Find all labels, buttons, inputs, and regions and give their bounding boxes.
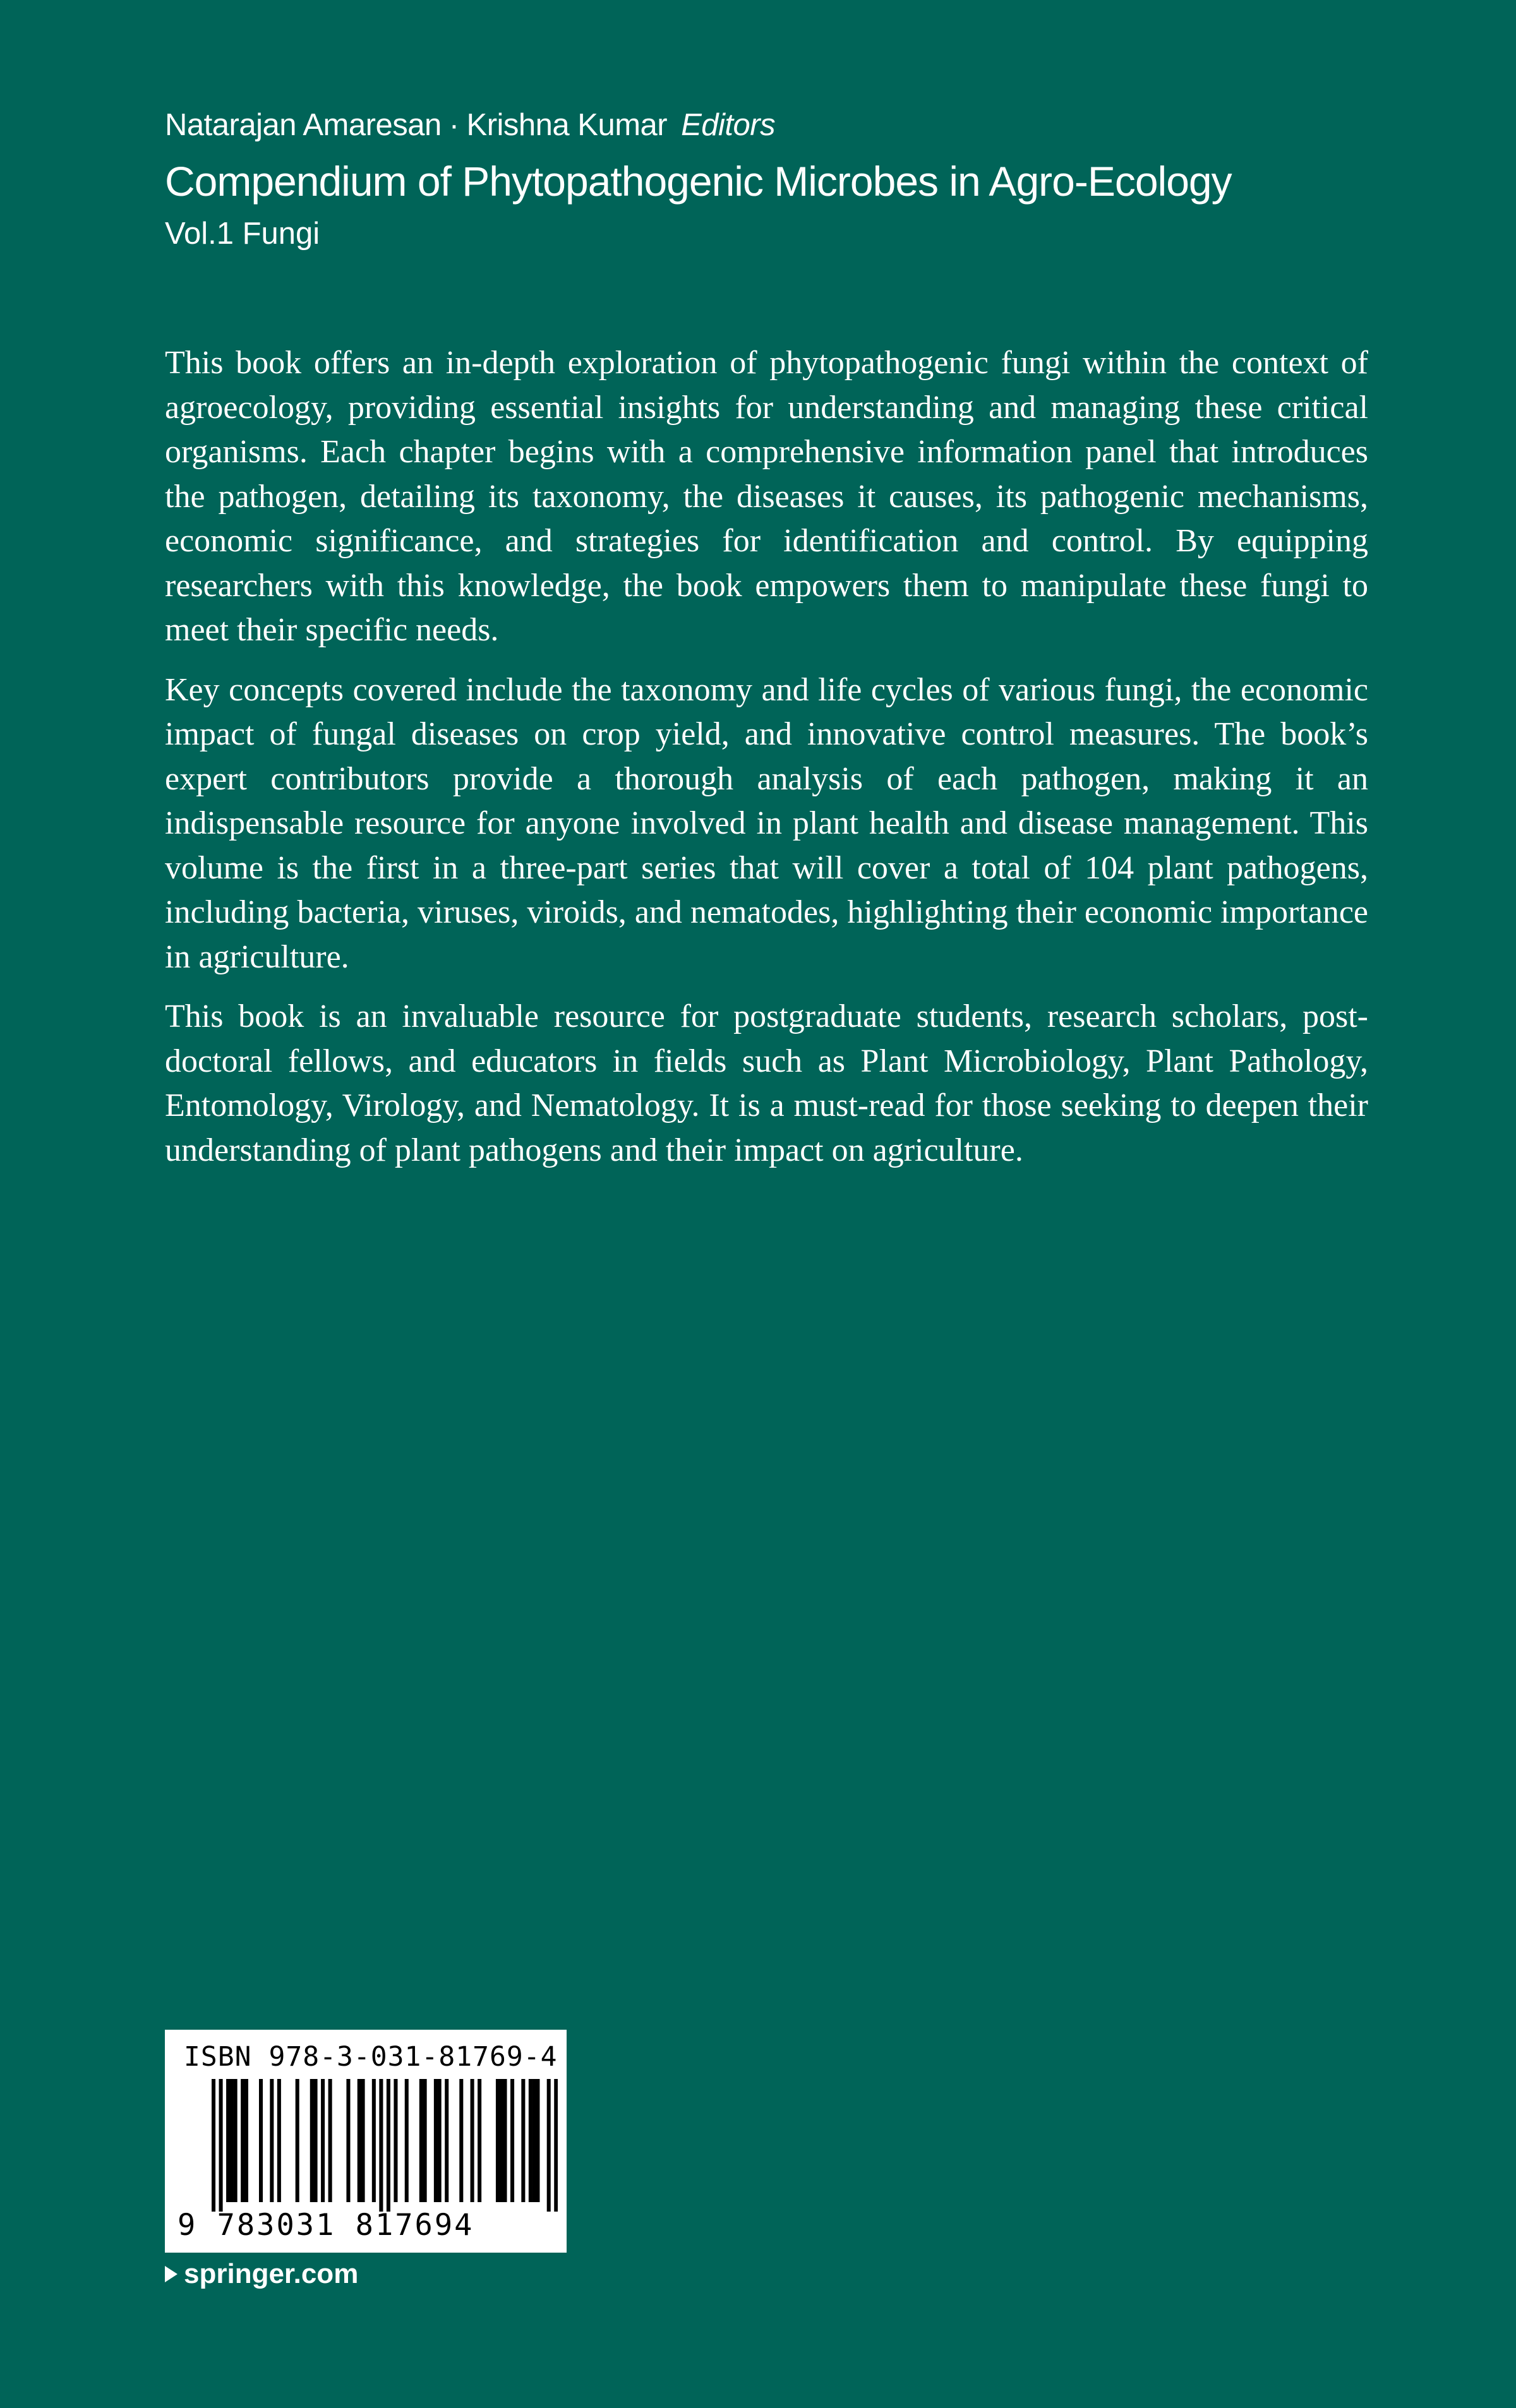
barcode-bar — [532, 2079, 536, 2202]
barcode-bar — [419, 2079, 423, 2202]
editor-role: Editors — [681, 108, 776, 142]
barcode-bar — [226, 2079, 230, 2202]
blurb-paragraph: This book is an invaluable resource for postgraduate students, research scholars, post-doctoral fellows, and educators in fields such as Plant Microbiology, Plant Pathology, Entomology, Virology, and Nematology. It is a must-read for those seeking to deepen their understanding of plant pathogens and their impact on agriculture. — [165, 998, 1368, 1168]
barcode-bar — [259, 2079, 263, 2202]
barcode-bar — [230, 2079, 234, 2202]
barcode-bar — [554, 2079, 558, 2212]
barcode-bar — [212, 2079, 215, 2212]
barcode-bar — [478, 2079, 481, 2202]
barcode-bar — [270, 2079, 274, 2202]
barcode-bar — [405, 2079, 409, 2202]
barcode-bar — [547, 2079, 551, 2212]
publisher-url: springer.com — [184, 2258, 359, 2289]
barcode-bar — [445, 2079, 448, 2202]
book-title: Compendium of Phytopathogenic Microbes in Agro-Ecology — [165, 158, 1232, 205]
barcode-bars — [212, 2079, 558, 2212]
blurb-paragraph: Key concepts covered include the taxonomy and life cycles of various fungi, the economic impact of fungal diseases on crop yield, and innovative control measures. The book’s expert contributors provide a thorough analysis of each pathogen, making it an indispensable resource for anyone involved in plant health and disease management. This volume is the first in a three-part series that will cover a total of 104 plant pathogens, including bacteria, viruses, viroids, and nematodes, highlighting their economic importance in agriculture. — [165, 671, 1368, 975]
barcode-bar — [346, 2079, 350, 2202]
barcode-bar — [496, 2079, 500, 2202]
barcode-digits: 9 783031 817694 — [177, 2208, 474, 2243]
barcode-bar — [536, 2079, 539, 2202]
barcode-bar — [510, 2079, 514, 2202]
editor-name: Krishna Kumar — [466, 108, 668, 142]
barcode-bar — [438, 2079, 442, 2202]
barcode-bar — [358, 2079, 361, 2202]
barcode-bar — [219, 2079, 223, 2212]
isbn-label: ISBN 978-3-031-81769-4 — [184, 2041, 558, 2073]
barcode-bar — [521, 2079, 525, 2202]
barcode-bar — [234, 2079, 238, 2202]
barcode-bar — [529, 2079, 532, 2202]
barcode-bar — [500, 2079, 503, 2202]
barcode-bar — [244, 2079, 248, 2202]
barcode-bar — [379, 2079, 383, 2212]
publisher-link[interactable] — [165, 2258, 358, 2290]
barcode-bar — [277, 2079, 281, 2202]
barcode-bar — [372, 2079, 376, 2202]
blurb-paragraph: This book offers an in-depth exploration of phytopathogenic fungi within the context of agroecology, providing essential insights for understanding and managing these critical organisms. Each chapter begins with a comprehensive information panel that introduces the pathogen, detailing its taxonomy, the diseases it causes, its pathogenic mechanisms, economic significance, and strategies for identification and control. By equipping researchers with this knowledge, the book empowers them to manipulate these fungi to meet their specific needs. — [165, 345, 1368, 648]
barcode-bar — [241, 2079, 244, 2202]
barcode-bar — [423, 2079, 427, 2202]
blurb — [165, 341, 1368, 1188]
editor-name: Natarajan Amaresan — [165, 108, 442, 142]
cover-header — [165, 106, 1365, 253]
barcode-bar — [471, 2079, 474, 2202]
isbn-barcode — [165, 2030, 567, 2253]
barcode-bar — [321, 2079, 325, 2202]
barcode-bar — [459, 2079, 463, 2202]
editor-separator: · — [448, 108, 459, 142]
barcode-bar — [387, 2079, 390, 2212]
barcode-bar — [394, 2079, 397, 2202]
barcode-bar — [296, 2079, 299, 2202]
barcode-bar — [314, 2079, 318, 2202]
editors-line — [165, 106, 1365, 144]
barcode-bar — [328, 2079, 332, 2202]
barcode-bar — [434, 2079, 438, 2202]
arrow-right-icon — [165, 2266, 177, 2282]
barcode-bar — [310, 2079, 314, 2202]
barcode-bar — [361, 2079, 365, 2202]
book-subtitle: Vol.1 Fungi — [165, 217, 320, 251]
barcode-bar — [503, 2079, 507, 2202]
